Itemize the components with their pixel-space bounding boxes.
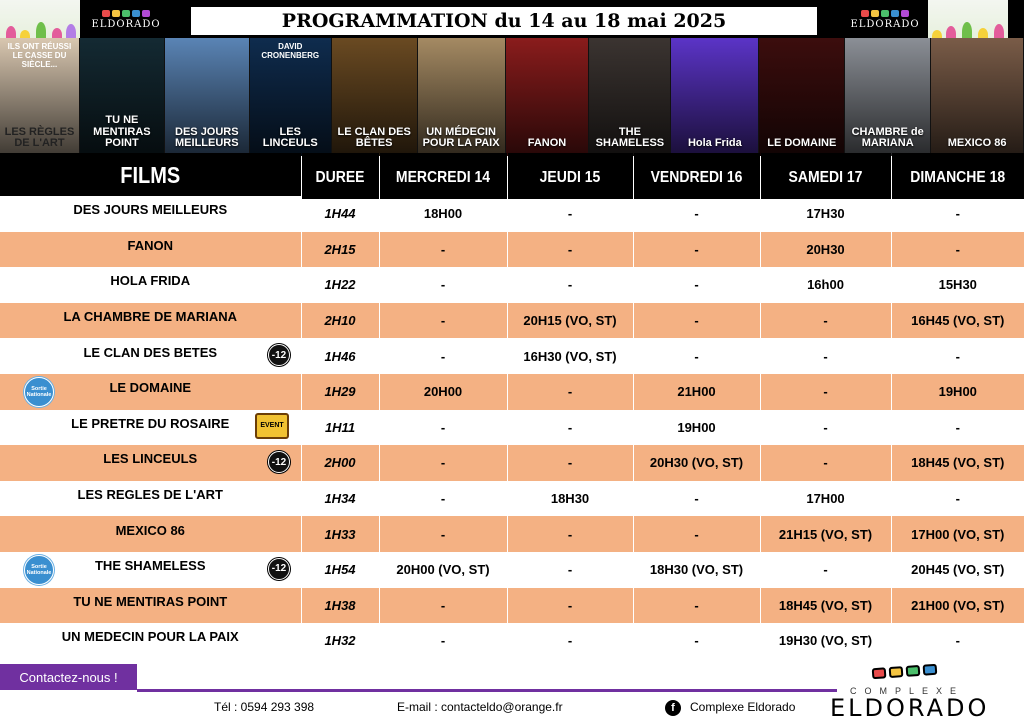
showtime-cell: - [891, 410, 1024, 446]
poster-tagline: ILS ONT RÉUSSI LE CASSE DU SIÈCLE... [7, 42, 72, 69]
poster-title: LES RÈGLES DE L'ART [4, 125, 75, 150]
showtime-cell: - [891, 481, 1024, 517]
film-title-cell [0, 410, 301, 446]
showtime-cell: - [379, 267, 507, 303]
showtime-cell: 18H45 (VO, ST) [760, 588, 891, 624]
showtime-cell: 19H30 (VO, ST) [760, 623, 891, 659]
showtime-cell: - [507, 516, 633, 552]
showtime-cell: 18H00 [379, 196, 507, 232]
showtime-cell: 17H30 [760, 196, 891, 232]
showtime-cell: 19H00 [633, 410, 760, 446]
table-row [0, 338, 1024, 374]
table-row [0, 303, 1024, 339]
showtime-cell: 18H30 (VO, ST) [633, 552, 760, 588]
duration-cell: 1H32 [301, 623, 379, 659]
film-title: FANON [127, 237, 173, 253]
showtime-cell: - [633, 516, 760, 552]
email-address: E-mail : contacteldo@orange.fr [397, 700, 563, 714]
table-row [0, 374, 1024, 410]
showtime-cell: - [507, 445, 633, 481]
poster-title: UN MÉDECIN POUR LA PAIX [422, 125, 500, 150]
showtime-cell: - [507, 232, 633, 268]
showtime-cell: 16H30 (VO, ST) [507, 338, 633, 374]
showtime-cell: - [379, 232, 507, 268]
film-title: LA CHAMBRE DE MARIANA [63, 309, 238, 325]
poster-strip [0, 38, 1024, 156]
film-poster [80, 38, 165, 156]
film-poster [332, 38, 418, 156]
film-title-cell [0, 623, 301, 659]
film-poster [759, 38, 845, 156]
showtime-cell: - [760, 374, 891, 410]
page-title: PROGRAMMATION du 14 au 18 mai 2025 [281, 10, 727, 32]
showtime-cell: 17H00 [760, 481, 891, 517]
flower-decoration-right [928, 0, 1008, 42]
duration-cell: 1H33 [301, 516, 379, 552]
showtime-cell: - [633, 623, 760, 659]
poster-tagline: DAVID CRONENBERG [261, 42, 320, 60]
showtime-cell: 20H30 [760, 232, 891, 268]
film-title-cell [0, 516, 301, 552]
showtime-cell: - [633, 196, 760, 232]
film-title-cell [0, 588, 301, 624]
showtime-cell: 17H00 (VO, ST) [891, 516, 1024, 552]
film-title-cell [0, 232, 301, 268]
showtime-cell: - [507, 410, 633, 446]
film-title-cell [0, 445, 301, 481]
table-row [0, 552, 1024, 588]
showtime-cell: 20H00 [379, 374, 507, 410]
duration-cell: 1H22 [301, 267, 379, 303]
phone-number: Tél : 0594 293 398 [214, 700, 315, 714]
table-row [0, 445, 1024, 481]
showtime-cell: - [379, 445, 507, 481]
showtime-cell: - [760, 410, 891, 446]
showtime-cell: 21H15 (VO, ST) [760, 516, 891, 552]
showtime-cell: - [507, 552, 633, 588]
poster-title: LES LINCEULS [262, 125, 318, 150]
film-title-cell [0, 374, 301, 410]
showtime-cell: - [507, 588, 633, 624]
film-title-cell [0, 338, 301, 374]
poster-title: Hola Frida [687, 137, 742, 150]
eldorado-logo-right: ELDORADO [842, 2, 928, 38]
table-row [0, 588, 1024, 624]
showtime-cell: - [507, 196, 633, 232]
showtime-cell: - [379, 623, 507, 659]
film-poster [931, 38, 1024, 156]
column-header: SAMEDI 17 [760, 153, 891, 199]
showtime-cell: - [760, 338, 891, 374]
showtime-cell: 21H00 [633, 374, 760, 410]
duration-cell: 1H54 [301, 552, 379, 588]
film-title: THE SHAMELESS [94, 558, 206, 574]
film-title-cell [0, 196, 301, 232]
showtime-cell: - [633, 481, 760, 517]
poster-title: FANON [527, 137, 567, 150]
column-header: JEUDI 15 [507, 153, 633, 199]
flower-decoration-left [0, 0, 80, 42]
poster-title: LE DOMAINE [767, 137, 837, 150]
showtime-cell: - [379, 338, 507, 374]
poster-title: THE SHAMELESS [595, 125, 665, 150]
duration-cell: 1H46 [301, 338, 379, 374]
showtime-cell: - [633, 588, 760, 624]
showtime-cell: 15H30 [891, 267, 1024, 303]
showtime-cell: 21H00 (VO, ST) [891, 588, 1024, 624]
column-header: MERCREDI 14 [379, 153, 507, 199]
showtime-cell: 16H45 (VO, ST) [891, 303, 1024, 339]
showtime-cell: - [760, 445, 891, 481]
showtime-cell: - [379, 410, 507, 446]
showtime-cell: - [507, 623, 633, 659]
eldorado-logo-footer: COMPLEXE ELDORADO [830, 664, 1020, 718]
poster-title: TU NE MENTIRAS POINT [93, 114, 151, 150]
showtime-cell: 20H15 (VO, ST) [507, 303, 633, 339]
showtime-cell: - [379, 516, 507, 552]
duration-cell: 2H15 [301, 232, 379, 268]
table-row [0, 481, 1024, 517]
film-title-cell [0, 552, 301, 588]
poster-title: DES JOURS MEILLEURS [175, 125, 239, 150]
film-title: LE DOMAINE [109, 380, 192, 396]
sortie-nationale-badge: Sortie Nationale [24, 377, 54, 407]
film-poster [671, 38, 759, 156]
poster-title: CHAMBRE de MARIANA [851, 125, 924, 150]
showtime-cell: 20H45 (VO, ST) [891, 552, 1024, 588]
table-row [0, 623, 1024, 659]
showtime-cell: - [507, 267, 633, 303]
facebook-icon: f [665, 700, 681, 716]
showtime-cell: - [379, 303, 507, 339]
table-row [0, 410, 1024, 446]
film-poster [418, 38, 506, 156]
showtime-cell: 19H00 [891, 374, 1024, 410]
duration-cell: 1H29 [301, 374, 379, 410]
showtime-cell: 18H45 (VO, ST) [891, 445, 1024, 481]
film-poster [250, 38, 332, 156]
duration-cell: 1H34 [301, 481, 379, 517]
age-rating-badge: -12 [268, 558, 290, 580]
film-title: MEXICO 86 [115, 522, 185, 538]
duration-cell: 2H10 [301, 303, 379, 339]
table-header-row [0, 156, 1024, 196]
film-title: TU NE MENTIRAS POINT [73, 593, 228, 609]
sortie-nationale-badge: Sortie Nationale [24, 555, 54, 585]
table-row [0, 232, 1024, 268]
film-poster [0, 38, 80, 156]
showtime-cell: - [891, 623, 1024, 659]
duration-cell: 1H11 [301, 410, 379, 446]
film-title: LE PRETRE DU ROSAIRE [71, 415, 230, 431]
film-title: DES JOURS MEILLEURS [73, 202, 228, 218]
showtime-cell: - [891, 232, 1024, 268]
showtime-cell: 20H30 (VO, ST) [633, 445, 760, 481]
showtime-cell: - [760, 303, 891, 339]
showtime-cell: - [891, 338, 1024, 374]
showtime-cell: - [379, 481, 507, 517]
film-title: LE CLAN DES BETES [83, 344, 218, 360]
showtime-cell: - [379, 588, 507, 624]
column-header: DUREE [301, 153, 379, 199]
showtime-cell: - [633, 232, 760, 268]
table-row [0, 196, 1024, 232]
showtime-cell: - [891, 196, 1024, 232]
page-title-box [190, 6, 818, 36]
eldorado-logo-left: ELDORADO [83, 2, 169, 38]
contact-us-label: Contactez-nous ! [0, 664, 137, 690]
showtime-cell: - [507, 374, 633, 410]
duration-cell: 1H38 [301, 588, 379, 624]
showtime-cell: - [633, 338, 760, 374]
showtime-cell: - [633, 267, 760, 303]
duration-cell: 2H00 [301, 445, 379, 481]
film-poster [165, 38, 250, 156]
showtime-cell: 20H00 (VO, ST) [379, 552, 507, 588]
showtime-cell: 18H30 [507, 481, 633, 517]
poster-title: MEXICO 86 [947, 137, 1007, 150]
film-title: LES LINCEULS [103, 451, 198, 467]
column-header: VENDREDI 16 [633, 153, 760, 199]
table-row [0, 267, 1024, 303]
film-title-cell [0, 267, 301, 303]
column-header: DIMANCHE 18 [891, 153, 1024, 199]
showtime-cell: 16h00 [760, 267, 891, 303]
film-title: LES REGLES DE L'ART [77, 487, 223, 503]
film-poster [845, 38, 931, 156]
footer-divider [137, 689, 837, 692]
showtime-cell: - [633, 303, 760, 339]
film-title-cell [0, 303, 301, 339]
column-header-films: FILMS [0, 153, 301, 199]
film-title: UN MEDECIN POUR LA PAIX [61, 629, 239, 645]
film-title-cell [0, 481, 301, 517]
film-reel-icon [872, 664, 938, 680]
schedule-table [0, 156, 1024, 659]
event-badge: EVENT [255, 413, 289, 439]
showtime-cell: - [760, 552, 891, 588]
film-poster [589, 38, 671, 156]
film-title: HOLA FRIDA [110, 273, 191, 289]
table-row [0, 516, 1024, 552]
poster-title: LE CLAN DES BÊTES [337, 125, 411, 150]
film-poster [506, 38, 590, 156]
film-reel-icon [102, 10, 150, 17]
age-rating-badge: -12 [268, 344, 290, 366]
facebook-page-name: Complexe Eldorado [690, 700, 796, 714]
film-reel-icon [861, 10, 909, 17]
duration-cell: 1H44 [301, 196, 379, 232]
age-rating-badge: -12 [268, 451, 290, 473]
